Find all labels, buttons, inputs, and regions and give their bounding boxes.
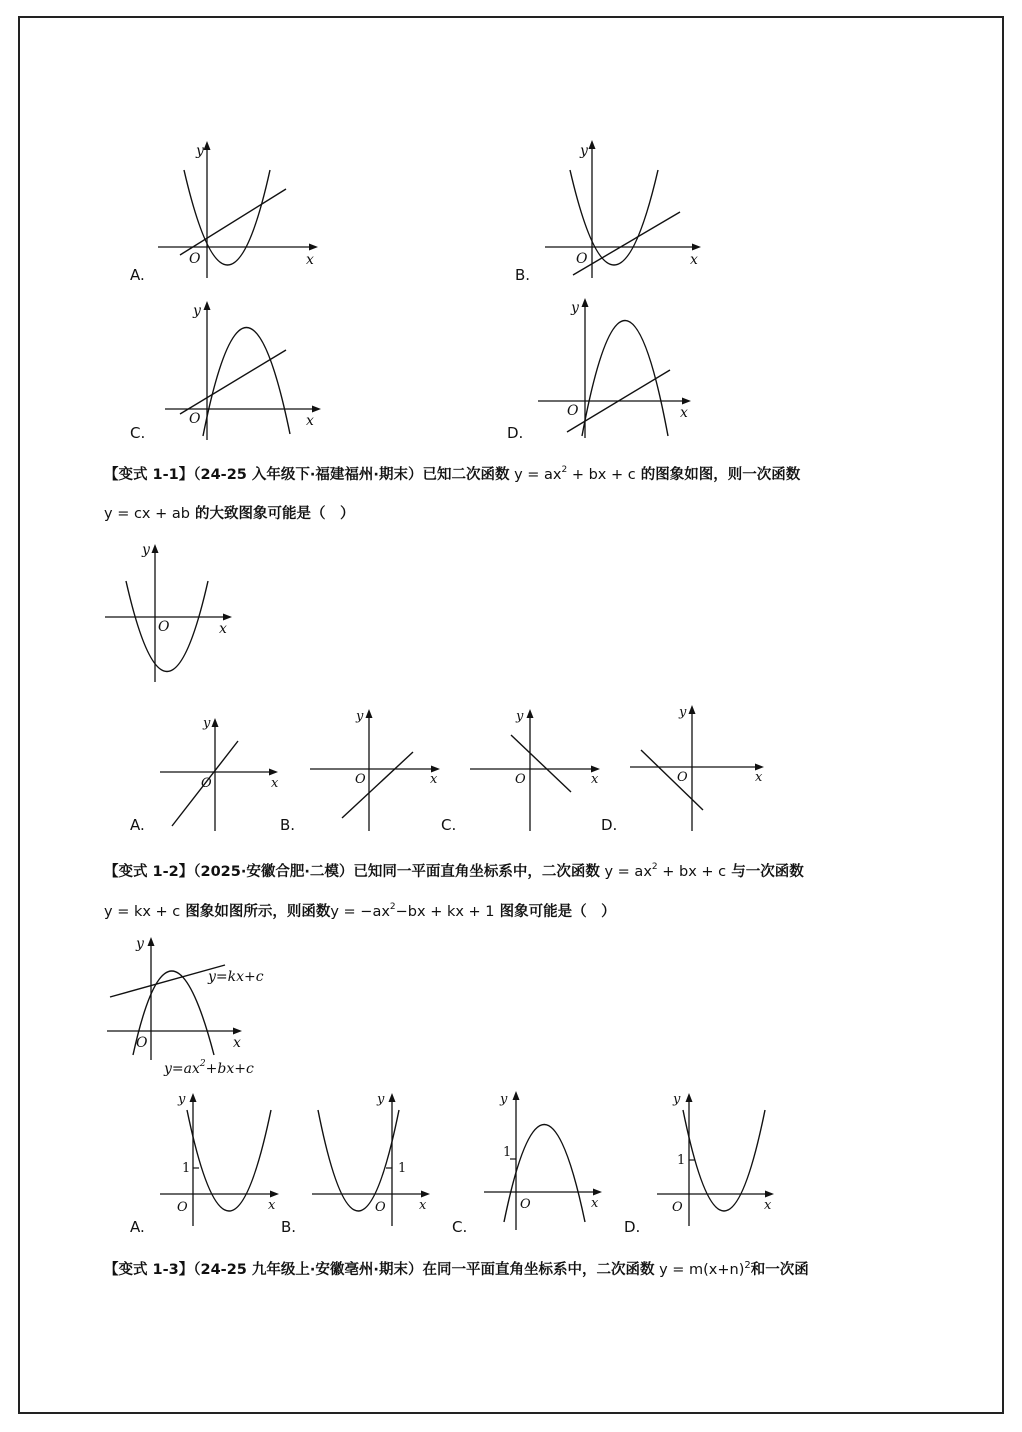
y-axis-label: y <box>500 1092 508 1107</box>
origin-label: O <box>189 411 201 427</box>
q1-text-a: 已知二次函数 <box>422 467 510 483</box>
top-option-b-label: B. <box>515 266 531 284</box>
y-axis-label: y <box>679 705 687 720</box>
q2-option-c-graph <box>480 1085 610 1230</box>
origin-label: O <box>520 1197 531 1212</box>
top-graph-d <box>530 295 700 445</box>
q1-option-a-label: A. <box>130 816 145 834</box>
y-axis-label: y <box>203 716 211 731</box>
origin-label: O <box>375 1200 386 1215</box>
x-axis-label: x <box>591 772 599 787</box>
tick-one-label: 1 <box>503 1145 512 1160</box>
y-axis-label: y <box>142 542 150 558</box>
q1-option-b-label: B. <box>280 816 296 834</box>
q3-tag: 【变式 1-3】 <box>104 1262 194 1278</box>
q1-option-c-label: C. <box>441 816 457 834</box>
x-axis-label: x <box>430 772 438 787</box>
q2-text-a: 已知同一平面直角坐标系中，二次函数 <box>353 864 600 880</box>
origin-label: O <box>576 251 588 267</box>
q1-option-d-label: D. <box>601 816 618 834</box>
q1-given-graph <box>100 538 240 688</box>
y-axis-label: y <box>673 1092 681 1107</box>
y-axis-label: y <box>571 300 579 316</box>
top-option-d-label: D. <box>507 424 524 442</box>
origin-label: O <box>158 619 170 635</box>
q1-linear-equation: y = cx + ab <box>104 506 190 522</box>
top-graph-c <box>150 295 330 445</box>
origin-label: O <box>672 1200 683 1215</box>
x-axis-label: x <box>755 770 763 785</box>
q1-tag: 【变式 1-1】 <box>104 467 194 483</box>
q2-tag: 【变式 1-2】 <box>104 864 194 880</box>
q1-equation: $y = ax^2$ + bx + c <box>514 465 636 483</box>
y-axis-label: y <box>193 303 201 319</box>
x-axis-label: x <box>680 405 688 421</box>
q2-given-graph <box>100 930 280 1080</box>
q2-text-d: 图象可能是（ ） <box>494 904 616 920</box>
x-axis-label: x <box>219 621 227 637</box>
q2-linear-equation: y = kx + c <box>104 904 181 920</box>
q2-option-d-label: D. <box>624 1218 641 1236</box>
origin-label: O <box>136 1035 148 1051</box>
q1-text-b: 的图象如图，则一次函数 <box>635 467 801 483</box>
q2-line2 <box>104 900 616 921</box>
y-axis-label: y <box>516 709 524 724</box>
x-axis-label: x <box>306 252 314 268</box>
top-option-a-label: A. <box>130 266 145 284</box>
origin-label: O <box>189 251 201 267</box>
top-graph-b <box>540 135 710 285</box>
y-axis-label: y <box>178 1092 186 1107</box>
x-axis-label: x <box>306 413 314 429</box>
y-axis-label: y <box>377 1092 385 1107</box>
origin-label: O <box>355 772 366 787</box>
q2-option-b-label: B. <box>281 1218 297 1236</box>
q2-text-b: 与一次函数 <box>726 864 804 880</box>
q2-line1 <box>104 860 804 881</box>
q3-line1 <box>104 1258 809 1279</box>
q3-text-b: 和一次函 <box>750 1262 809 1278</box>
origin-label: O <box>515 772 526 787</box>
tick-one-label: 1 <box>398 1161 407 1176</box>
q1-option-c-graph <box>465 705 605 835</box>
q3-equation: $y = m(x+n)^2$ <box>659 1260 751 1278</box>
q1-source: （24-25 入年级下·福建福州·期末） <box>193 467 423 483</box>
x-axis-label: x <box>764 1198 772 1213</box>
q3-text-a: 在同一平面直角坐标系中，二次函数 <box>422 1262 655 1278</box>
origin-label: O <box>567 403 579 419</box>
q2-option-b-graph <box>308 1088 438 1228</box>
x-axis-label: x <box>233 1035 241 1051</box>
x-axis-label: x <box>271 776 279 791</box>
q1-line1 <box>104 463 800 484</box>
top-option-c-label: C. <box>130 424 146 442</box>
q2-source: （2025·安徽合肥·二模） <box>193 864 354 880</box>
q2-option-a-label: A. <box>130 1218 145 1236</box>
y-axis-label: y <box>196 143 204 159</box>
origin-label: O <box>177 1200 188 1215</box>
q2-option-c-label: C. <box>452 1218 468 1236</box>
x-axis-label: x <box>591 1196 599 1211</box>
x-axis-label: x <box>268 1198 276 1213</box>
q2-option-a-graph <box>155 1088 285 1228</box>
q1-option-b-graph <box>305 705 445 835</box>
q2-function: $y = -ax^2-bx$ + kx + 1 <box>330 902 495 920</box>
q1-line2 <box>104 502 355 523</box>
y-axis-label: y <box>356 709 364 724</box>
line-equation-label: y=kx+c <box>208 969 264 985</box>
q2-option-d-graph <box>652 1088 782 1228</box>
y-axis-label: y <box>580 143 588 159</box>
q2-text-c: 图象如图所示，则函数 <box>180 904 331 920</box>
tick-one-label: 1 <box>182 1161 191 1176</box>
q1-option-a-graph <box>155 712 285 837</box>
y-axis-label: y <box>136 936 144 952</box>
q2-equation: $y = ax^2$ + bx + c <box>604 862 727 880</box>
x-axis-label: x <box>690 252 698 268</box>
q3-source: （24-25 九年级上·安徽亳州·期末） <box>193 1262 423 1278</box>
q1-option-d-graph <box>625 700 770 835</box>
origin-label: O <box>201 776 212 791</box>
origin-label: O <box>677 770 688 785</box>
top-graph-a <box>150 135 330 285</box>
parabola-equation-label: $y=ax^2+bx+c$ <box>164 1059 254 1077</box>
tick-one-label: 1 <box>677 1153 686 1168</box>
q1-text-c: 的大致图象可能是（ ） <box>189 506 355 522</box>
x-axis-label: x <box>419 1198 427 1213</box>
